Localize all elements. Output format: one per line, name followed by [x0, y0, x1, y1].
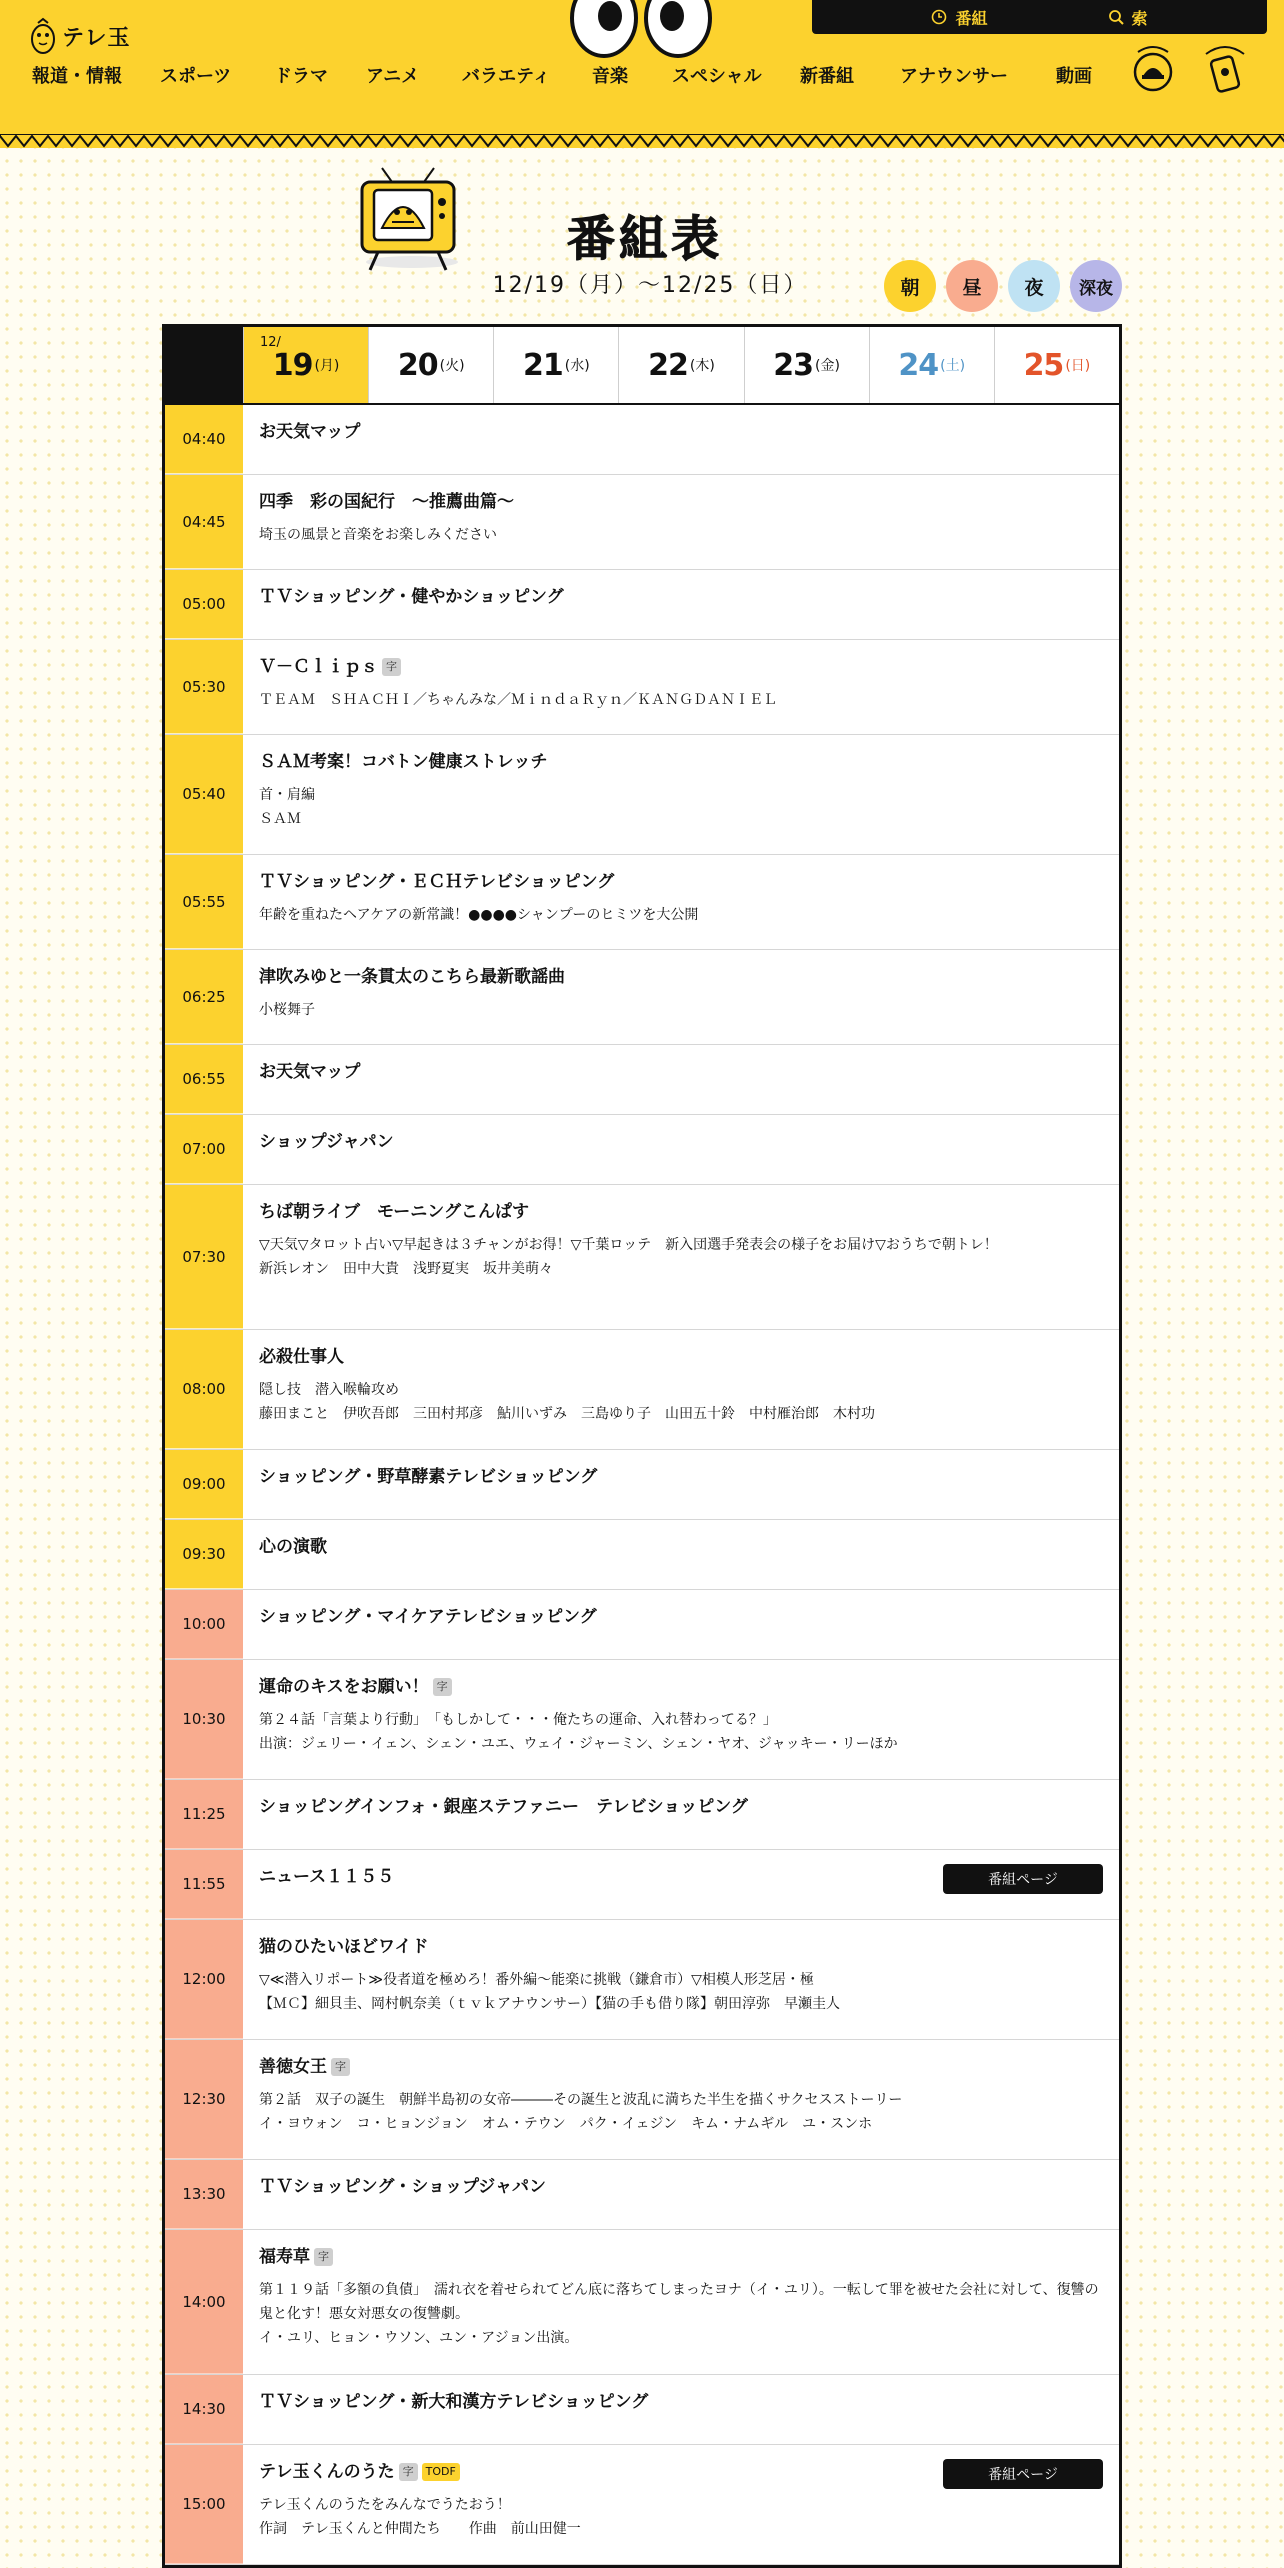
program-description-line: イ・ヨウォン コ・ヒョンジョン オム・テウン パク・イェジン キム・ナムギル ユ・スンホ [259, 2116, 873, 2132]
program-content [243, 1330, 1119, 1449]
date-range: 12/19（月）〜12/25（日） [492, 273, 808, 298]
program-content [243, 2160, 1119, 2229]
program-content [243, 2040, 1119, 2159]
day-number: 22 [648, 347, 688, 383]
nav-videos[interactable]: 動画 [1056, 66, 1092, 87]
program-content [243, 405, 1119, 474]
program-title: Ｖ－Ｃｌｉｐｓ [259, 657, 378, 677]
program-description-line: 埼玉の風景と音楽をお楽しみください [259, 527, 497, 543]
schedule-table [162, 324, 1122, 2568]
program-content [243, 2230, 1119, 2374]
program-content [243, 855, 1119, 949]
program-title-line[interactable] [259, 2389, 1103, 2415]
day-of-week: (火) [439, 358, 465, 374]
program-description-line: ▽≪潜入リポート≫役者道を極めろ！番外編～能楽に挑戦（鎌倉市）▽相模人形芝居・極 [259, 1972, 814, 1988]
search-link-label: 索 [1131, 8, 1148, 28]
program-time: 12:30 [165, 2040, 243, 2159]
program-time: 05:40 [165, 735, 243, 854]
program-title-line[interactable] [259, 1464, 1103, 1490]
tod-daytime-button[interactable]: 昼 [946, 260, 998, 312]
program-title: 四季 彩の国紀行 ～推薦曲篇～ [259, 492, 514, 512]
program-description-line: 隠し技 潜入喉輪攻め [259, 1382, 399, 1398]
program-row[interactable] [165, 855, 1119, 950]
program-row[interactable] [165, 475, 1119, 570]
program-description [259, 1233, 1103, 1281]
day-of-week: (水) [564, 358, 590, 374]
day-number: 20 [397, 347, 438, 383]
program-content [243, 2445, 1119, 2564]
nav-sports[interactable]: スポーツ [160, 66, 232, 87]
subtitle-badge: 字 [433, 1678, 452, 1696]
program-time: 05:00 [165, 570, 243, 639]
nav-music[interactable]: 音楽 [592, 66, 628, 87]
program-description [259, 2278, 1103, 2350]
program-time: 07:00 [165, 1115, 243, 1184]
program-description [259, 523, 1103, 547]
program-content [243, 1520, 1119, 1589]
day-header [165, 327, 1119, 405]
program-row[interactable] [165, 2160, 1119, 2230]
program-content [243, 1185, 1119, 1329]
program-description [259, 2493, 1103, 2541]
program-title: 福寿草 [259, 2247, 310, 2267]
app-icon[interactable] [1202, 44, 1248, 94]
nav-drama[interactable]: ドラマ [274, 66, 328, 87]
program-page-button[interactable]: 番組ページ [943, 1864, 1103, 1894]
program-time: 14:30 [165, 2375, 243, 2444]
program-title-line[interactable] [259, 2174, 1103, 2200]
program-title-line[interactable] [259, 419, 1103, 445]
day-tab-19[interactable] [243, 327, 368, 403]
program-content [243, 1850, 1119, 1919]
program-title-line[interactable] [259, 1934, 1103, 1960]
subtitle-badge: 字 [314, 2248, 333, 2266]
todf-badge: TODF [422, 2463, 460, 2481]
program-time: 12:00 [165, 1920, 243, 2039]
program-description-line: 藤田まこと 伊吹吾郎 三田村邦彦 鮎川いずみ 三島ゆり子 山田五十鈴 中村雁治郎 木村功 [259, 1406, 875, 1422]
nav-announcers[interactable]: アナウンサー [900, 66, 1008, 87]
program-page-button[interactable]: 番組ページ [943, 2459, 1103, 2489]
program-title-line[interactable] [259, 749, 1103, 775]
nav-variety[interactable]: バラエティ [462, 66, 551, 87]
program-title: 運命のキスをお願い！ [259, 1677, 429, 1697]
program-title: 津吹みゆと一条貫太のこちら最新歌謡曲 [259, 967, 565, 987]
day-tab-22[interactable] [618, 327, 743, 403]
program-content [243, 1115, 1119, 1184]
program-row[interactable] [165, 2445, 1119, 2565]
program-time: 06:55 [165, 1045, 243, 1114]
program-description [259, 903, 1103, 927]
program-time: 10:00 [165, 1590, 243, 1659]
tv-mascot-illustration [352, 166, 464, 276]
day-of-week: (金) [815, 358, 840, 374]
program-title: ＴＶショッピング・新大和漢方テレビショッピング [259, 2392, 649, 2412]
site-logo[interactable] [30, 16, 131, 56]
day-of-week: (月) [314, 358, 340, 374]
program-title: テレ玉くんのうた [259, 2462, 395, 2482]
program-description-line: 作詞 テレ玉くんと仲間たち 作曲 前山田健一 [259, 2521, 581, 2537]
program-description-line: 首・肩編 [259, 787, 315, 803]
day-of-week: (土) [940, 358, 966, 374]
program-content [243, 1590, 1119, 1659]
program-time: 06:25 [165, 950, 243, 1044]
day-tab-24[interactable] [869, 327, 994, 403]
program-description [259, 688, 1103, 712]
clock-icon [931, 9, 947, 25]
program-time: 14:00 [165, 2230, 243, 2374]
tod-latenight-button[interactable]: 深夜 [1070, 260, 1122, 312]
nav-new-programs[interactable]: 新番組 [800, 66, 854, 87]
subtitle-badge: 字 [399, 2463, 418, 2481]
program-title: ＴＶショッピング・ＥＣＨテレビショッピング [259, 872, 615, 892]
program-content [243, 1660, 1119, 1779]
program-title: ショッピングインフォ・銀座ステファニー テレビショッピング [259, 1797, 748, 1817]
day-of-week: (日) [1065, 358, 1091, 374]
program-content [243, 1920, 1119, 2039]
time-of-day-selector [884, 260, 1122, 312]
program-row[interactable] [165, 1115, 1119, 1185]
program-row[interactable] [165, 640, 1119, 735]
program-content [243, 735, 1119, 854]
logo-text: テレ玉 [62, 25, 131, 51]
nav-icon-links [1130, 44, 1248, 94]
program-content [243, 2375, 1119, 2444]
program-time: 09:00 [165, 1450, 243, 1519]
schedule-link-label: 番組 [955, 8, 988, 28]
program-row[interactable] [165, 570, 1119, 640]
program-row[interactable] [165, 1660, 1119, 1780]
program-description [259, 783, 1103, 831]
program-description-line: 第２話 双子の誕生 朝鮮半島初の女帝―――その誕生と波乱に満ちた半生を描くサクセスストーリー [259, 2092, 903, 2108]
program-content [243, 570, 1119, 639]
day-tab-20[interactable] [368, 327, 493, 403]
program-title: ニュース１１５５ [259, 1867, 395, 1887]
program-time: 11:25 [165, 1780, 243, 1849]
program-title-line[interactable] [259, 964, 1103, 990]
program-time: 04:40 [165, 405, 243, 474]
program-row[interactable] [165, 950, 1119, 1045]
day-header-corner [165, 327, 243, 403]
program-row[interactable] [165, 1045, 1119, 1115]
program-row[interactable] [165, 1330, 1119, 1450]
program-row[interactable] [165, 1920, 1119, 2040]
day-tab-25[interactable] [994, 327, 1119, 403]
program-title-line[interactable] [259, 584, 1103, 610]
program-description-line: 出演：ジェリー・イェン、シェン・ユエ、ウェイ・ジャーミン、シェン・ヤオ、ジャッキー・リーほか [259, 1736, 898, 1752]
program-title: お天気マップ [259, 422, 361, 442]
program-title-line[interactable] [259, 654, 1103, 680]
nav-news[interactable]: 報道・情報 [32, 66, 122, 87]
day-number: 23 [773, 347, 814, 383]
program-title-line[interactable] [259, 1534, 1103, 1560]
program-time: 11:55 [165, 1850, 243, 1919]
tod-evening-button[interactable]: 夜 [1008, 260, 1060, 312]
program-time: 05:30 [165, 640, 243, 734]
site-header [0, 0, 1284, 148]
program-content [243, 475, 1119, 569]
program-description-line: 第２４話「言葉より行動」 「もしかして・・・俺たちの運命、入れ替わってる？」 [259, 1712, 777, 1728]
program-row[interactable] [165, 1590, 1119, 1660]
top-utility-bar [812, 0, 1267, 34]
program-title: ショッピング・野草酵素テレビショッピング [259, 1467, 598, 1487]
program-content [243, 950, 1119, 1044]
program-row[interactable] [165, 2375, 1119, 2445]
day-of-week: (木) [689, 358, 715, 374]
day-month: 12/ [260, 335, 281, 350]
program-title-line[interactable] [259, 1199, 1103, 1225]
tod-morning-button[interactable]: 朝 [884, 260, 936, 312]
program-title: お天気マップ [259, 1062, 361, 1082]
program-description [259, 998, 1103, 1022]
program-title: 猫のひたいほどワイド [259, 1937, 429, 1957]
search-link[interactable] [1108, 6, 1148, 29]
program-time: 09:30 [165, 1520, 243, 1589]
day-number: 21 [523, 347, 563, 383]
program-description-line: イ・ユリ、ヒョン・ウソン、ユン・アジョン出演。 [259, 2330, 579, 2346]
program-title: 心の演歌 [259, 1537, 327, 1557]
program-row[interactable] [165, 735, 1119, 855]
program-title-line[interactable] [259, 1344, 1103, 1370]
program-time: 08:00 [165, 1330, 243, 1449]
program-title-line[interactable] [259, 489, 1103, 515]
day-tab-21[interactable] [493, 327, 618, 403]
program-row[interactable] [165, 2230, 1119, 2375]
program-title-line[interactable] [259, 1794, 1103, 1820]
program-description-line: テレ玉くんのうたをみんなでうたおう！ [259, 2497, 511, 2513]
program-content [243, 1045, 1119, 1114]
subtitle-badge: 字 [331, 2058, 350, 2076]
program-time: 05:55 [165, 855, 243, 949]
program-time: 10:30 [165, 1660, 243, 1779]
program-title: 善徳女王 [259, 2057, 327, 2077]
mascot-eyes-icon [566, 0, 716, 62]
program-description [259, 1378, 1103, 1426]
day-number: 19 [272, 347, 313, 383]
program-title: ＴＶショッピング・健やかショッピング [259, 587, 564, 607]
program-description [259, 1968, 1103, 2016]
program-description-line: ＳＡＭ [259, 811, 301, 827]
day-number: 24 [898, 347, 939, 383]
program-time: 07:30 [165, 1185, 243, 1329]
program-title: 必殺仕事人 [259, 1347, 344, 1367]
program-row[interactable] [165, 1450, 1119, 1520]
program-description-line: 第１１９話「多額の負債」 濡れ衣を着せられてどん底に落ちてしまったヨナ（イ・ユリ）。一転して罪を被せた会社に対して、復讐の鬼と化す！悪女対悪女の復讐劇。 [259, 2282, 1099, 2322]
nav-special[interactable]: スペシャル [672, 66, 762, 87]
terebi-icon[interactable] [1130, 44, 1176, 94]
schedule-link[interactable] [931, 6, 987, 29]
day-number: 25 [1023, 347, 1064, 383]
program-time: 13:30 [165, 2160, 243, 2229]
program-content [243, 1780, 1119, 1849]
program-time: 04:45 [165, 475, 243, 569]
program-title: ＴＶショッピング・ショップジャパン [259, 2177, 546, 2197]
nav-anime[interactable]: アニメ [366, 66, 420, 87]
program-title-line[interactable] [259, 2244, 1103, 2270]
tamago-mascot-icon [30, 17, 56, 55]
program-description-line: ＴＥＡＭ ＳＨＡＣＨＩ／ちゃんみな／ＭｉｎｄａＲｙｎ／ＫＡＮＧＤＡＮＩＥＬ [259, 692, 777, 708]
program-row[interactable] [165, 1185, 1119, 1330]
subtitle-badge: 字 [382, 658, 401, 676]
program-content [243, 1450, 1119, 1519]
program-description-line: 年齢を重ねたヘアケアの新常識！●●●●シャンプーのヒミツを大公開 [259, 907, 699, 923]
program-description [259, 2088, 1103, 2136]
program-time: 15:00 [165, 2445, 243, 2564]
program-title: ショッピング・マイケアテレビショッピング [259, 1607, 597, 1627]
program-row[interactable] [165, 1780, 1119, 1850]
program-title-line[interactable] [259, 869, 1103, 895]
program-title-line[interactable] [259, 1129, 1103, 1155]
program-description-line: ▽天気▽タロット占い▽早起きは３チャンがお得！▽千葉ロッテ 新入団選手発表会の様子をお届け▽おうちで朝トレ！ [259, 1237, 998, 1253]
program-title: ＳＡＭ考案！コバトン健康ストレッチ [259, 752, 548, 772]
program-title: ちば朝ライブ モーニングこんぱす [259, 1202, 529, 1222]
program-content [243, 640, 1119, 734]
main-nav [32, 60, 1116, 90]
program-description-line: 小桜舞子 [259, 1002, 315, 1018]
search-icon [1108, 9, 1124, 25]
page-title: 番組表 [566, 211, 723, 267]
program-title-line[interactable] [259, 1604, 1103, 1630]
program-title: ショップジャパン [259, 1132, 394, 1152]
program-title-line[interactable] [259, 1674, 1103, 1700]
header-zigzag-edge [0, 134, 1284, 150]
program-row[interactable] [165, 2040, 1119, 2160]
program-description-line: 【ＭＣ】細貝圭、岡村帆奈美（ｔｖｋアナウンサー）【猫の手も借り隊】朝田淳弥 早瀬圭人 [259, 1996, 840, 2012]
program-row[interactable] [165, 1520, 1119, 1590]
program-title-line[interactable] [259, 1059, 1103, 1085]
program-description [259, 1708, 1103, 1756]
day-tab-23[interactable] [744, 327, 869, 403]
program-title-line[interactable] [259, 2054, 1103, 2080]
program-row[interactable] [165, 1850, 1119, 1920]
program-description-line: 新浜レオン 田中大貴 浅野夏実 坂井美萌々 [259, 1261, 553, 1277]
program-row[interactable] [165, 405, 1119, 475]
